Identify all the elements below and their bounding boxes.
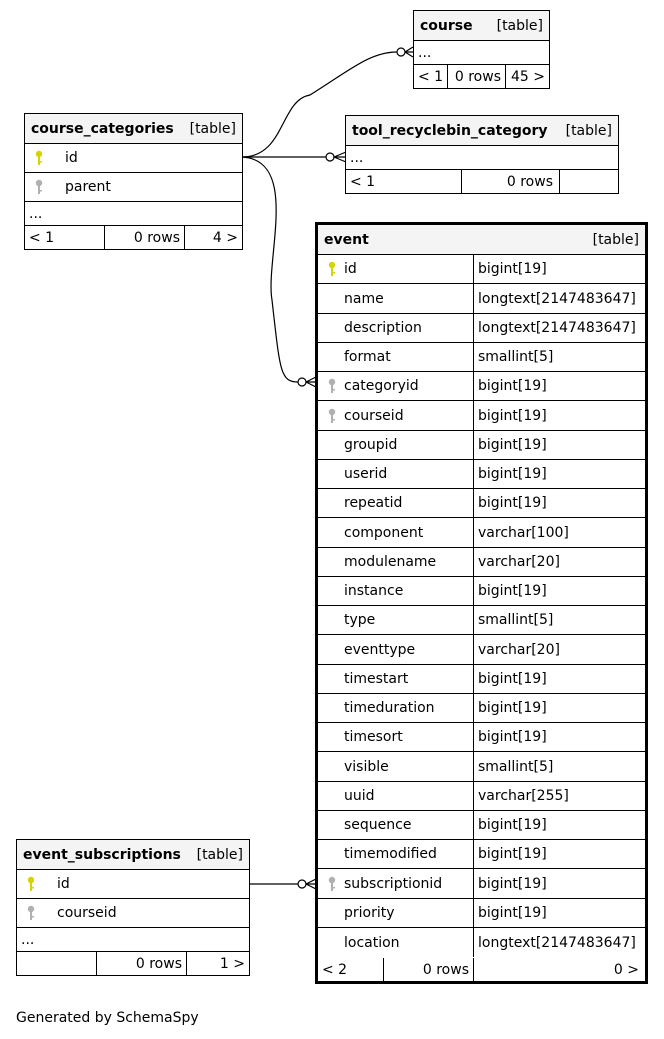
more-columns: ... <box>29 205 43 222</box>
column-row <box>318 284 645 314</box>
rows-count: 0 rows <box>448 65 506 88</box>
column-row <box>318 372 645 401</box>
column-name: id <box>57 876 70 892</box>
table-tool_recyclebin_category[interactable] <box>345 115 619 194</box>
primary-key-icon <box>35 150 43 166</box>
column-type: smallint[5] <box>478 612 554 628</box>
column-row <box>318 401 645 431</box>
column-row <box>318 869 645 899</box>
generated-by-label: Generated by SchemaSpy <box>16 1010 199 1026</box>
children-count: 1 > <box>219 955 245 972</box>
column-type: longtext[2147483647] <box>478 934 636 951</box>
parents-count: < 2 <box>318 958 384 982</box>
column-name: description <box>318 314 474 342</box>
column-name: timeduration <box>318 694 474 722</box>
rows-count: 0 rows <box>462 170 560 193</box>
column-type: bigint[19] <box>478 437 547 453</box>
column-type: bigint[19] <box>478 466 547 482</box>
more-columns: ... <box>21 931 35 948</box>
table-name: course <box>420 17 473 34</box>
column-name: categoryid <box>318 372 474 400</box>
column-row <box>318 460 645 489</box>
column-row <box>318 606 645 635</box>
relation-course_categories-event <box>242 157 298 382</box>
rows-count: 0 rows <box>97 952 187 975</box>
column-row <box>318 314 645 343</box>
column-row <box>318 431 645 460</box>
column-type: bigint[19] <box>478 846 547 862</box>
table-name: tool_recyclebin_category <box>352 122 548 139</box>
primary-key-icon <box>27 876 35 892</box>
column-type: bigint[19] <box>478 875 547 892</box>
column-name: parent <box>65 179 111 195</box>
column-name: modulename <box>318 548 474 576</box>
parents-count: < 1 <box>414 65 448 88</box>
column-type: bigint[19] <box>478 729 547 745</box>
column-row <box>318 811 645 840</box>
foreign-key-icon <box>27 905 35 921</box>
column-type: bigint[19] <box>478 378 547 394</box>
more-columns: ... <box>418 44 432 61</box>
column-type: varchar[20] <box>478 554 560 570</box>
column-name: visible <box>318 752 474 781</box>
children-count: 4 > <box>212 229 238 246</box>
column-row <box>318 782 645 811</box>
table-kind: [table] <box>592 231 639 248</box>
table-course[interactable] <box>413 10 550 89</box>
column-row <box>318 752 645 782</box>
children-count <box>560 170 618 193</box>
column-type: varchar[100] <box>478 524 569 541</box>
column-name: sequence <box>318 811 474 839</box>
column-type: bigint[19] <box>478 905 547 921</box>
rows-count: 0 rows <box>105 226 185 249</box>
column-name: id <box>318 255 474 283</box>
table-event_subscriptions[interactable] <box>16 839 250 976</box>
column-name: type <box>318 606 474 634</box>
column-row <box>318 840 645 869</box>
column-name: timesort <box>318 723 474 751</box>
column-row <box>318 723 645 752</box>
table-name: event <box>324 231 369 248</box>
column-name: location <box>318 928 474 957</box>
column-type: bigint[19] <box>478 261 547 277</box>
column-name: id <box>65 150 78 166</box>
table-name: event_subscriptions <box>23 846 181 863</box>
column-name: repeatid <box>318 489 474 517</box>
column-name: userid <box>318 460 474 488</box>
column-name: name <box>318 284 474 313</box>
more-columns: ... <box>350 149 364 166</box>
column-row <box>318 255 645 284</box>
table-name: course_categories <box>31 120 174 137</box>
column-row <box>318 899 645 928</box>
children-count: 45 > <box>511 68 545 85</box>
column-type: bigint[19] <box>478 495 547 511</box>
column-name: format <box>318 343 474 371</box>
column-name: instance <box>318 577 474 605</box>
column-row <box>318 489 645 518</box>
column-name: priority <box>318 899 474 927</box>
column-row <box>318 343 645 372</box>
foreign-key-icon <box>35 179 43 195</box>
table-kind: [table] <box>565 122 612 139</box>
column-type: longtext[2147483647] <box>478 290 636 307</box>
table-event[interactable] <box>315 222 648 984</box>
table-kind: [table] <box>189 120 236 137</box>
column-type: smallint[5] <box>478 349 554 365</box>
table-course_categories[interactable] <box>24 113 243 250</box>
table-kind: [table] <box>196 846 243 863</box>
column-name: courseid <box>318 401 474 430</box>
parents-count <box>17 952 97 975</box>
table-kind: [table] <box>496 17 543 34</box>
column-row <box>318 928 645 957</box>
children-count: 0 > <box>613 962 639 978</box>
column-row <box>318 518 645 548</box>
column-type: bigint[19] <box>478 407 547 424</box>
column-type: bigint[19] <box>478 671 547 687</box>
column-type: varchar[255] <box>478 788 569 804</box>
rows-count: 0 rows <box>384 958 474 982</box>
column-row <box>318 577 645 606</box>
column-type: smallint[5] <box>478 758 554 775</box>
column-name: eventtype <box>318 635 474 664</box>
column-type: varchar[20] <box>478 641 560 658</box>
column-type: bigint[19] <box>478 700 547 716</box>
column-name: courseid <box>57 905 117 921</box>
column-name: uuid <box>318 782 474 810</box>
column-type: longtext[2147483647] <box>478 320 636 336</box>
column-row <box>318 548 645 577</box>
column-row <box>318 694 645 723</box>
column-name: subscriptionid <box>318 869 474 898</box>
column-type: bigint[19] <box>478 583 547 599</box>
parents-count: < 1 <box>346 170 462 193</box>
column-name: groupid <box>318 431 474 459</box>
column-name: timemodified <box>318 840 474 868</box>
column-type: bigint[19] <box>478 817 547 833</box>
column-row <box>318 635 645 665</box>
column-row <box>318 665 645 694</box>
column-name: timestart <box>318 665 474 693</box>
parents-count: < 1 <box>25 226 105 249</box>
column-name: component <box>318 518 474 547</box>
